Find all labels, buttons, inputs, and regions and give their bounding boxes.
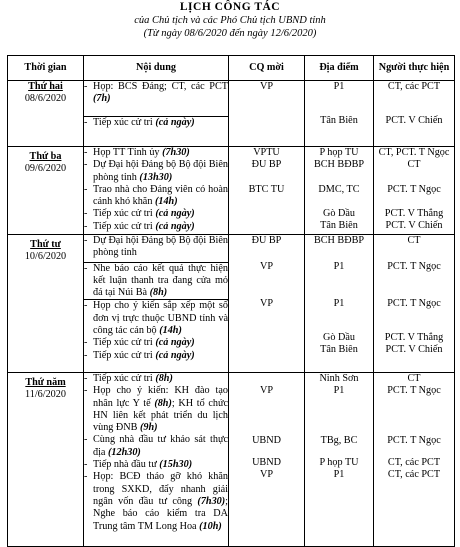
list-item: - Họp cho ý kiến sắp xếp một số đơn vị trực thuộc UBND tỉnh và công tác cán bộ (14h) bbox=[84, 300, 228, 337]
list-item: - Họp: BCS Đảng; CT, các PCT (7h) bbox=[84, 81, 228, 105]
day-date: 09/6/2020 bbox=[24, 163, 67, 175]
list-item: - Tiếp xúc cử tri (8h) bbox=[84, 373, 173, 384]
day-name: Thứ tư bbox=[30, 239, 61, 250]
list-item: - Họp cho ý kiến: KH đào tạo nhân lực Y tế (8h); KH tổ chức HN liên kết phát triển du lịch vùng ĐNB (9h) bbox=[84, 385, 228, 434]
table-row bbox=[8, 235, 455, 373]
list-item: - Dự Đại hội Đảng bộ Bộ đội Biên phòng tỉnh bbox=[84, 235, 228, 259]
col-header-content: Nội dung bbox=[84, 56, 229, 81]
list-item: - Nhe báo cáo kết quả thực hiện kết luận thanh tra đang cửa mỏ đá tại Núi Bà (8h) bbox=[84, 262, 228, 299]
list-item: - Trao nhà cho Đảng viên có hoàn cảnh khó khăn (14h) bbox=[84, 183, 228, 208]
content-cell bbox=[84, 373, 229, 547]
performer-cell: CT, PCT. T Ngọc CT PCT. T Ngọc PCT. V Thắng PCT. V Chiến bbox=[374, 147, 455, 235]
day-cell bbox=[8, 147, 84, 235]
location-cell: BCH BĐBP P1 P1 Gò Dầu Tân Biên bbox=[305, 235, 374, 373]
list-item: - Tiếp xúc cử tri (cả ngày) bbox=[84, 349, 195, 361]
day-date: 08/6/2020 bbox=[24, 93, 67, 105]
list-item: - Dự Đại hội Đảng bộ Bộ đội Biên phòng tỉnh (13h30) bbox=[84, 159, 228, 183]
content-cell bbox=[84, 147, 229, 235]
page-title: LỊCH CÔNG TÁC bbox=[179, 1, 281, 13]
day-date: 10/6/2020 bbox=[24, 251, 67, 263]
location-cell: Ninh Sơn P1 TBg, BC P họp TU P1 bbox=[305, 373, 374, 547]
col-header-inviting-agency: CQ mời bbox=[229, 56, 305, 81]
table-row bbox=[8, 81, 455, 147]
agency-cell: VP bbox=[229, 81, 305, 147]
day-name: Thứ năm bbox=[25, 377, 66, 388]
location-cell: P họp TU BCH BĐBP DMC, TC Gò Dầu Tân Biên bbox=[305, 147, 374, 235]
day-name: Thứ hai bbox=[28, 81, 63, 92]
list-item: - Tiếp xúc cử tri (cả ngày) bbox=[84, 116, 228, 129]
list-item: - Họp: BCĐ tháo gỡ khó khăn trong SXKD, đẩy nhanh giải ngân vốn đầu tư công (7h30); Nghe báo cáo kiểm tra DA Trung tâm TM Long Hoa (10h) bbox=[84, 471, 228, 532]
list-item: - Cùng nhà đầu tư khảo sát thực địa (12h30) bbox=[84, 434, 228, 458]
list-item: - Họp TT Tỉnh ủy (7h30) bbox=[84, 147, 190, 158]
day-cell bbox=[8, 235, 84, 373]
day-cell bbox=[8, 81, 84, 147]
schedule-table bbox=[7, 55, 455, 547]
performer-cell: CT, các PCT PCT. V Chiến bbox=[374, 81, 455, 147]
agency-cell: VP UBND UBND VP bbox=[229, 373, 305, 547]
performer-cell: CT PCT. T Ngọc PCT. T Ngọc PCT. V Thắng PCT. V Chiến bbox=[374, 235, 455, 373]
col-header-time: Thời gian bbox=[8, 56, 84, 81]
table-row bbox=[8, 147, 455, 235]
content-cell bbox=[84, 81, 229, 147]
list-item: - Tiếp xúc cử tri (cả ngày) bbox=[84, 337, 195, 349]
page-subtitle: của Chủ tịch và các Phó Chủ tịch UBND tỉnh bbox=[134, 15, 326, 26]
performer-cell: CT PCT. T Ngọc PCT. T Ngọc CT, các PCT CT, các PCT bbox=[374, 373, 455, 547]
content-cell bbox=[84, 235, 229, 373]
agency-cell: VPTU ĐU BP BTC TU bbox=[229, 147, 305, 235]
col-header-performer: Người thực hiện bbox=[374, 56, 455, 81]
table-row bbox=[8, 373, 455, 547]
agency-cell: ĐU BP VP VP bbox=[229, 235, 305, 373]
date-range: (Từ ngày 08/6/2020 đến ngày 12/6/2020) bbox=[143, 28, 317, 39]
day-name: Thứ ba bbox=[29, 151, 62, 162]
list-item: - Tiếp nhà đầu tư (15h30) bbox=[84, 459, 193, 471]
col-header-location: Địa điểm bbox=[305, 56, 374, 81]
table-header-row bbox=[8, 56, 455, 81]
day-date: 11/6/2020 bbox=[25, 389, 66, 401]
list-item: - Tiếp xúc cử tri (cả ngày) bbox=[84, 208, 195, 220]
location-cell: P1 Tân Biên bbox=[305, 81, 374, 147]
list-item: - Tiếp xúc cử tri (cả ngày) bbox=[84, 220, 195, 232]
day-cell bbox=[8, 373, 84, 547]
